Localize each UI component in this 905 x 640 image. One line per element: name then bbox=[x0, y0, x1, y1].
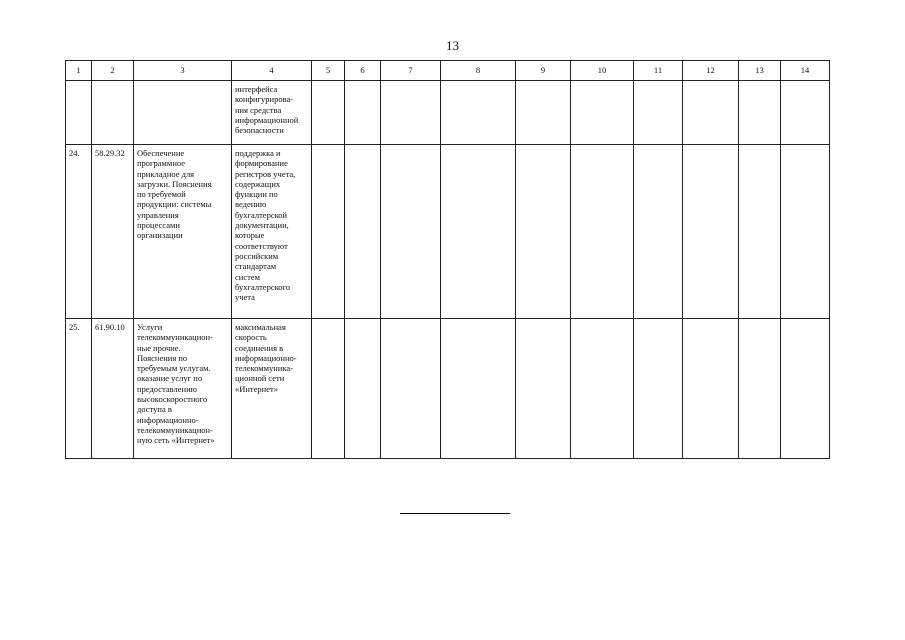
empty-cell bbox=[781, 81, 830, 145]
column-header-7: 7 bbox=[381, 61, 441, 81]
column-header-4: 4 bbox=[232, 61, 312, 81]
cell-text-line: организации bbox=[137, 230, 183, 241]
empty-cell bbox=[781, 319, 830, 459]
cell-text-line: соединения в bbox=[235, 342, 284, 353]
empty-cell bbox=[516, 319, 571, 459]
cell-text-line: управления bbox=[137, 209, 179, 220]
column-header-2: 2 bbox=[92, 61, 134, 81]
cell-text-line: процессами bbox=[137, 220, 180, 231]
cell-text-line: продукции: системы bbox=[137, 199, 212, 210]
column-header-9: 9 bbox=[516, 61, 571, 81]
okpd-code-cell bbox=[92, 81, 134, 145]
okpd-code-cell: 58.29.32 bbox=[92, 145, 134, 319]
cell-text-line: Обеспечение bbox=[137, 148, 185, 158]
cell-text-line: ные прочие. bbox=[137, 342, 181, 353]
cell-text-line: доступа в bbox=[137, 404, 172, 415]
cell-text-line: ционной сети bbox=[235, 373, 285, 384]
column-header-8: 8 bbox=[441, 61, 516, 81]
cell-text-line: скорость bbox=[235, 332, 267, 343]
page-number: 13 bbox=[446, 38, 459, 53]
empty-cell bbox=[634, 81, 683, 145]
table-row bbox=[66, 145, 830, 319]
empty-cell bbox=[571, 81, 634, 145]
empty-cell bbox=[441, 319, 516, 459]
empty-cell bbox=[381, 145, 441, 319]
empty-cell bbox=[683, 145, 739, 319]
cell-text-line: ния средства bbox=[235, 104, 282, 115]
empty-cell bbox=[739, 81, 781, 145]
cell-text-line: бухгалтерского bbox=[235, 281, 291, 292]
cell-text-line: стандартам bbox=[235, 261, 277, 272]
table-row bbox=[66, 319, 830, 459]
empty-cell bbox=[739, 145, 781, 319]
cell-text-line: требуемым услугам. bbox=[137, 363, 211, 374]
cell-text-line: телекоммуникацион- bbox=[137, 332, 213, 343]
row-number-cell: 25. bbox=[66, 319, 92, 459]
cell-text-line: формирование bbox=[235, 158, 288, 169]
column-header-5: 5 bbox=[312, 61, 345, 81]
cell-text-line: информационно- bbox=[235, 352, 297, 363]
cell-text-line: информационной bbox=[235, 114, 299, 125]
empty-cell bbox=[683, 81, 739, 145]
row-number-cell: 24. bbox=[66, 145, 92, 319]
cell-text-line: документации, bbox=[235, 220, 289, 231]
cell-text-line: оказание услуг по bbox=[137, 373, 203, 384]
cell-text-line: интерфейса bbox=[235, 84, 278, 94]
product-name-cell bbox=[134, 145, 232, 319]
column-header-6: 6 bbox=[345, 61, 381, 81]
empty-cell bbox=[312, 319, 345, 459]
cell-text-line: прикладное для bbox=[137, 168, 195, 179]
cell-text-line: безопасности bbox=[235, 125, 284, 136]
cell-text-line: функции по bbox=[235, 189, 278, 200]
cell-text-line: программное bbox=[137, 158, 185, 169]
column-header-10: 10 bbox=[571, 61, 634, 81]
cell-text-line: загрузки. Пояснения bbox=[137, 178, 212, 189]
empty-cell bbox=[634, 319, 683, 459]
empty-cell bbox=[381, 319, 441, 459]
column-header-3: 3 bbox=[134, 61, 232, 81]
column-header-13: 13 bbox=[739, 61, 781, 81]
cell-text-line: российским bbox=[235, 250, 279, 261]
cell-text-line: высокоскоростного bbox=[137, 394, 208, 405]
cell-text-line: учета bbox=[235, 292, 255, 303]
product-name-cell bbox=[134, 81, 232, 145]
cell-text-line: ведению bbox=[235, 199, 267, 210]
cell-text-line: которые bbox=[235, 230, 265, 241]
cell-text-line: поддержка и bbox=[235, 148, 281, 158]
empty-cell bbox=[739, 319, 781, 459]
cell-text-line: соответствуют bbox=[235, 240, 288, 251]
cell-text-line: Пояснения по bbox=[137, 352, 188, 363]
cell-text-line: «Интернет» bbox=[235, 383, 278, 394]
empty-cell bbox=[312, 81, 345, 145]
column-header-14: 14 bbox=[781, 61, 830, 81]
property-cell bbox=[232, 81, 312, 145]
empty-cell bbox=[441, 145, 516, 319]
cell-text-line: ную сеть «Интернет» bbox=[137, 435, 215, 446]
empty-cell bbox=[571, 319, 634, 459]
cell-text-line: по требуемой bbox=[137, 189, 186, 200]
end-divider-line bbox=[400, 513, 510, 514]
cell-text-line: систем bbox=[235, 271, 260, 282]
specification-table bbox=[65, 60, 830, 459]
empty-cell bbox=[516, 145, 571, 319]
empty-cell bbox=[381, 81, 441, 145]
cell-text-line: предоставлению bbox=[137, 383, 197, 394]
column-header-11: 11 bbox=[634, 61, 683, 81]
empty-cell bbox=[345, 81, 381, 145]
cell-text-line: бухгалтерской bbox=[235, 209, 288, 220]
cell-text-line: максимальная bbox=[235, 322, 286, 332]
cell-text-line: телекоммуникацион- bbox=[137, 424, 213, 435]
cell-text-line: содержащих bbox=[235, 178, 281, 189]
cell-text-line: телекоммуника- bbox=[235, 363, 293, 374]
column-header-12: 12 bbox=[683, 61, 739, 81]
cell-text-line: информационно- bbox=[137, 414, 199, 425]
property-cell bbox=[232, 145, 312, 319]
property-cell bbox=[232, 319, 312, 459]
cell-text-line: регистров учета, bbox=[235, 168, 296, 179]
product-name-cell bbox=[134, 319, 232, 459]
table-row bbox=[66, 81, 830, 145]
cell-text-line: Услуги bbox=[137, 322, 163, 332]
empty-cell bbox=[516, 81, 571, 145]
table-header-row bbox=[66, 61, 830, 81]
empty-cell bbox=[441, 81, 516, 145]
column-header-1: 1 bbox=[66, 61, 92, 81]
empty-cell bbox=[571, 145, 634, 319]
cell-text-line: конфигурирова- bbox=[235, 94, 294, 105]
empty-cell bbox=[781, 145, 830, 319]
empty-cell bbox=[683, 319, 739, 459]
row-number-cell bbox=[66, 81, 92, 145]
empty-cell bbox=[312, 145, 345, 319]
okpd-code-cell: 61.90.10 bbox=[92, 319, 134, 459]
empty-cell bbox=[345, 319, 381, 459]
empty-cell bbox=[634, 145, 683, 319]
empty-cell bbox=[345, 145, 381, 319]
